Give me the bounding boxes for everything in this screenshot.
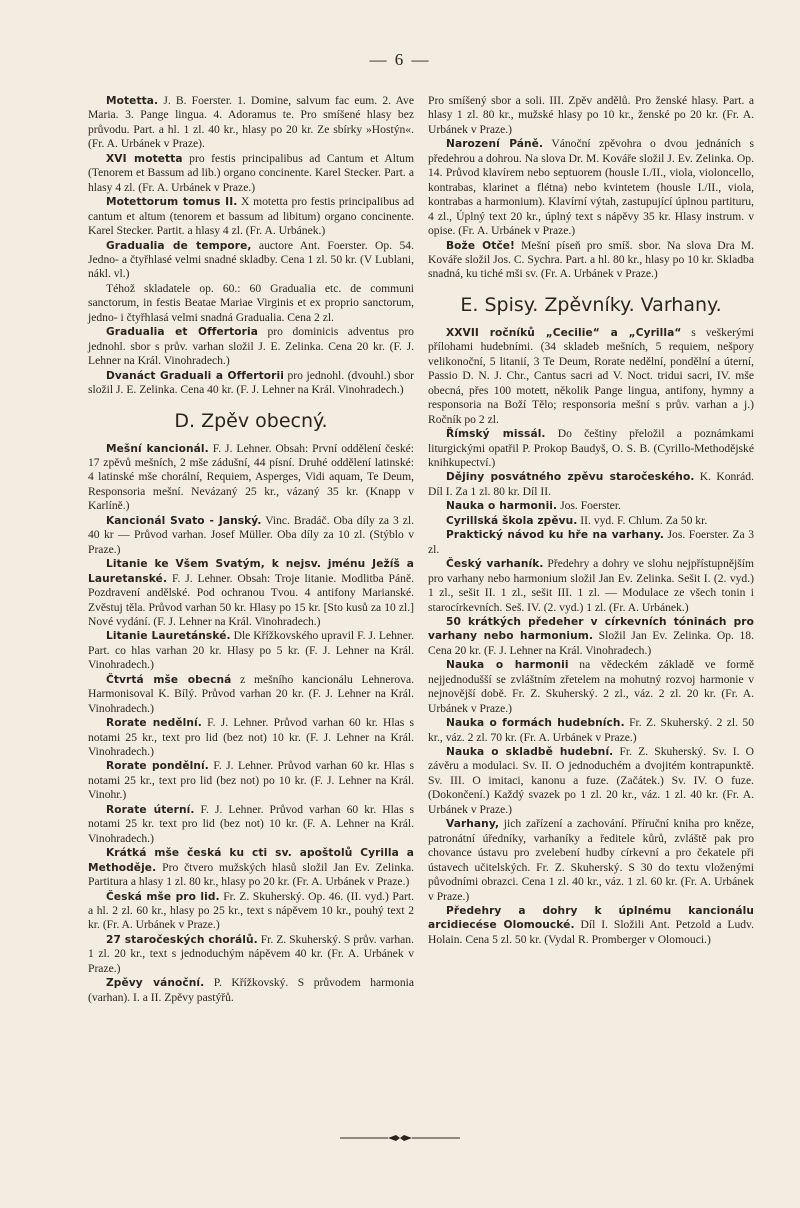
entry-title: Česká mše pro lid. <box>106 890 220 903</box>
catalog-entry <box>428 137 754 238</box>
catalog-entry <box>88 94 414 152</box>
entry-text: pro jednohl. (dvouhl.) sbor složil J. E. Zelinka. Cena 40 kr. (F. J. Lehner na Král. Vinohradech.) <box>88 368 415 397</box>
entry-text: K. Konrád. Díl I. Za 1 zl. 80 kr. Díl II. <box>428 470 754 498</box>
entry-title: Rorate úterní. <box>106 803 195 816</box>
entry-text: Pro smíšený sbor a soli. III. Zpěv andělů. Pro ženské hlasy. Part. a hlasy 1 zl. 80 kr., mužské hlasy po 10 kr., ženské po 20 kr. (Fr. A. Urbánek v Praze.) <box>428 94 754 136</box>
entry-text: Fr. Z. Skuherský. Op. 46. (II. vyd.) Part. a hl. 2 zl. 60 kr., hlasy po 25 kr., text s nápěvem 10 kr., pouhý text 2 kr. (Fr. A. Urbánek v Praze.) <box>88 889 414 932</box>
entry-text: Fr. Z. Skuherský. S prův. varhan. 1 zl. 20 kr., text s jednoduchým nápěvem 40 kr. (Fr. A. Urbánek v Praze.) <box>88 932 414 975</box>
catalog-entry <box>428 427 754 470</box>
entry-text: X motetta pro festis principalibus ad cantum et altum (tenorem et bassum ad libitum) organo concinente. Karel Stecker. Partit. a hlasy 4 zl. (Fr. A. Urbánek.) <box>88 195 414 238</box>
entry-title: XVI motetta <box>106 152 183 165</box>
catalog-entry <box>88 846 414 889</box>
entry-text: Do češtiny přeložil a poznámkami liturgickými opatřil P. Prokop Baudyš, O. S. B. (Cyrillo-Methodějské knihkupectví.) <box>428 427 754 469</box>
page-number: — 6 — <box>369 50 431 69</box>
catalog-entry <box>88 239 414 282</box>
entry-title: Gradualia et Offertoria <box>106 326 258 339</box>
entry-text: F. J. Lehner. Obsah: První oddělení české: 17 zpěvů mešních, 2 mše zádušní, 44 písní. Druhé oddělení latinské: 4 latinské mše chorální, Requiem, Asperges, Vidi aquam, Te Deum, Responsoria mešní. Nevázaný 25 kr., vázaný 35 kr. (Knapp v Karlíně.) <box>88 441 415 513</box>
entry-text: Předehry a dohry ve slohu nejpřístupnějším pro varhany nebo harmonium složil Jan Ev. Zelinka. Sešit I. (2. vyd.) 1 zl., sešit II. 1 zl., sešit III. 1 zl. — Modulace ze všech tonin i starocírkevních. Seš. IV. (2. vyd.) 1 zl. (Fr. A. Urbánek.) <box>428 557 754 614</box>
catalog-entry <box>88 976 414 1005</box>
catalog-entry <box>428 658 754 716</box>
catalog-entry <box>88 803 414 846</box>
end-ornament-icon <box>340 1133 460 1143</box>
entry-text: F. J. Lehner. Průvod varhan 60 kr. Hlas s notami 25 kr., text pro lid (bez not) po 10 kr. (F. J. Lehner na Král. Vinohr.) <box>88 759 414 802</box>
catalog-entry <box>88 442 414 514</box>
entry-title: Narození Páně. <box>446 138 544 151</box>
catalog-entry <box>88 629 414 672</box>
catalog-entry <box>428 528 754 557</box>
entry-text: P. Křížkovský. S průvodem harmonia (varhan). I. a II. Zpěvy pastýřů. <box>88 976 415 1004</box>
section-heading: E. Spisy. Zpěvníky. Varhany. <box>460 293 722 316</box>
catalog-entry <box>428 514 754 528</box>
entry-title: Dvanáct Graduali a Offertorii <box>106 369 284 382</box>
entry-title: Dějiny posvátného zpěvu staročeského. <box>446 471 695 484</box>
entry-title: Předehry a dohry k úplnému kancionálu arcidiecése Olomoucké. <box>428 905 754 932</box>
entry-title: Krátká mše česká ku cti sv. apoštolů Cyrilla a Methoděje. <box>88 847 414 874</box>
entry-text: jich zařízení a zachování. Příruční kniha pro kněze, patronátní úředníky, varhaníky a ředitele kůrů, zvláště pak pro chovance ústavu pro zvelebení hudby církevní a pro čekatele při ústavech učitelských. Fr. Z. Skuherský. S 30 do textu vloženými původními obrazci. Cena 1 zl. 40 kr., váz. 1 zl. 60 kr. (Fr. A. Urbánek v Praze.) <box>428 817 754 903</box>
entry-title: Kancionál Svato - Janský. <box>106 514 262 527</box>
entry-text: pro dominicis adventus pro jednohl. sbor s prův. varhan složil J. E. Zelinka. Cena 20 kr. (F. J. Lehner na Král. Vinohradech.) <box>88 325 414 368</box>
entry-text: z mešního kancionálu Lehnerova. Harmonisoval K. Bílý. Průvod varhan 20 kr. (F. J. Lehner na Král. Vinohradech.) <box>88 672 414 715</box>
entry-title: Čtvrtá mše obecná <box>106 673 232 686</box>
entry-text: Vinc. Bradáč. Oba díly za 3 zl. 40 kr — Průvod varhan. Josef Müller. Oba díly za 10 zl. (Stýblo v Praze.) <box>88 513 415 556</box>
entry-title: Motetta. <box>106 95 159 107</box>
entry-text: Díl I. Složili Ant. Petzold a Ludv. Holain. Cena 5 zl. 50 kr. (Vydal R. Promberger v Olomouci.) <box>428 918 755 946</box>
catalog-entry <box>428 904 754 947</box>
entry-title: Nauka o skladbě hudební. <box>446 746 614 759</box>
entry-title: Nauka o formách hudebních. <box>446 717 625 730</box>
entry-title: Bože Otče! <box>446 239 515 252</box>
entry-text: Jos. Foerster. <box>557 499 621 513</box>
entry-title: Litanie ke Všem Svatým, k nejsv. jménu Ježíš a Lauretanské. <box>88 558 414 585</box>
entry-text: Téhož skladatele op. 60.: 60 Gradualia etc. de communi sanctorum, in festis Beatae Mariae Virginis et ex proprio sanctorum, jedno- i čtyřhlasá velmi snadná Gradualia. Cena 2 zl. <box>88 281 414 324</box>
entry-title: Český varhaník. <box>446 558 544 571</box>
entry-title: Římský missál. <box>446 428 546 441</box>
catalog-entry <box>88 759 414 802</box>
entry-text: s veškerými přílohami hudebními. (34 skladeb mešních, 5 requiem, nešpory velikonoční, 5 litanií, 3 Te Deum, Rorate nedělní, pondělní a úterní, Passio D. N. J. Chr., Cantus sacri ad V. Noct. tridui sacri, IV. mše obecná, přes 100 motett, několik Pange lingua, antifony, hymny a responsoria na Boží Tělo; responsoria mešní s prův. varhan a j.) Ročník po 2 zl. <box>428 325 754 426</box>
left-column <box>88 94 414 1005</box>
entry-title: Rorate nedělní. <box>106 717 202 730</box>
catalog-entry <box>88 195 414 238</box>
catalog-entry <box>428 745 754 817</box>
entry-title: XXVII ročníků „Cecilie“ a „Cyrilla“ <box>446 326 682 339</box>
entry-title: Varhany, <box>446 818 500 831</box>
catalog-entry <box>428 615 754 658</box>
section-heading: D. Zpěv obecný. <box>174 409 328 432</box>
entry-title: Praktický návod ku hře na varhany. <box>446 529 665 542</box>
entry-text: Složil Jan Ev. Zelinka. Op. 18. Cena 20 kr. (F. J. Lehner na Král. Vinohradech.) <box>428 629 754 657</box>
catalog-entry <box>88 325 414 368</box>
entry-title: 27 staročeských chorálů. <box>106 933 258 946</box>
entry-title: Cyrillská škola zpěvu. <box>446 514 578 527</box>
entry-title: Gradualia de tempore, <box>106 239 252 252</box>
catalog-entry <box>428 239 754 282</box>
catalog-entry <box>88 282 414 325</box>
catalog-entry <box>428 470 754 499</box>
right-column <box>428 94 754 947</box>
catalog-entry <box>88 369 414 398</box>
entry-text: na vědeckém základě ve formě nejjednodušší se zvláštním zřetelem na mohutný rozvoj harmonie v nejnovější době. Fr. Z. Skuherský. 2 zl., váz. 2 zl. 20 kr. (Fr. A. Urbánek v Praze.) <box>428 658 755 715</box>
entry-text: Pro čtvero mužských hlasů složil Jan Ev. Zelinka. Partitura a hlasy 1 zl. 80 kr., hlasy po 20 kr. (Fr. A. Urbánek v Praze.) <box>88 860 414 889</box>
catalog-entry <box>88 890 414 933</box>
catalog-entry <box>428 94 754 137</box>
entry-text: Fr. Z. Skuherský. Sv. I. O závěru a modulaci. Sv. II. O jednoduchém a dvojitém kontrapunktě. Sv. III. O imitaci, kanonu a fuze. (Začátek.) Sv. IV. O fuze. (Dokončení.) Každý svazek po 1 zl. 20 kr., váz. 1 zl. 40 kr. (Fr. A. Urbánek v Praze.) <box>428 745 755 816</box>
entry-text: F. J. Lehner. Průvod varhan 60 kr. Hlas s notami 25 kr. text pro lid (bez not) 10 kr. (F. A. Lehner na Král. Vinohradech.) <box>88 802 414 845</box>
entry-title: Motettorum tomus II. <box>106 196 238 209</box>
catalog-entry <box>428 326 754 427</box>
entry-title: Nauka o harmonii. <box>446 500 558 513</box>
catalog-entry <box>88 514 414 557</box>
catalog-entry <box>88 557 414 629</box>
entry-title: Mešní kancionál. <box>106 442 209 455</box>
catalog-entry <box>88 152 414 195</box>
catalog-entry <box>428 557 754 615</box>
entry-text: II. vyd. F. Chlum. Za 50 kr. <box>577 513 708 527</box>
entry-title: 50 krátkých předeher v církevních tóninách pro varhany nebo harmonium. <box>428 615 754 643</box>
entry-text: Jos. Foerster. Za 3 zl. <box>428 528 754 556</box>
catalog-entry <box>88 933 414 976</box>
entry-text: Dle Křížkovského upravil F. J. Lehner. Part. co hlas varhan 20 kr. Hlasy po 5 kr. (F. J. Lehner na Král. Vinohradech.) <box>88 629 414 672</box>
entry-text: F. J. Lehner. Obsah: Troje litanie. Modlitba Páně. Pozdravení andělské. Pod ochranou Tvou. 4 antifony Marianské. Zvěstuj těla. Průvod varhan 50 kr. Hlasy po 15 kr. [Sto kusů za 10 zl.] Nové vydání. (F. J. Lehner na Král. Vinohradech.) <box>88 571 414 628</box>
entry-text: pro festis principalibus ad Cantum et Altum (Tenorem et Bassum ad lib.) organo concinente. Karel Stecker. Part. a hlasy 4 zl. (Fr. A. Urbánek v Praze.) <box>88 151 414 194</box>
catalog-entry <box>88 716 414 759</box>
entry-text: Vánoční zpěvohra o dvou jednáních s předehrou a dohrou. Na slova Dr. M. Kováře složil J. Ev. Zelinka. Op. 14. Průvod klavírem nebo septuorem (housle I./II., viola, violoncello, kontrabas, klarinet a flétna) nebo kvintetem (housle I./II., viola, kontrabas a harmonium). Klavírní výtah, zastupující úplnou partituru, 4 zl., Úplný text 20 kr., úplný text s nápěvy 35 kr. Hlasy instrum. v opise. (Fr. A. Urbánek v Praze.) <box>428 137 754 238</box>
entry-text: Mešní píseň pro smíš. sbor. Na slova Dra M. Kováře složil Jos. C. Sychra. Part. a hl. 80 kr., hlasy po 10 kr. Skladba snadná, ku tiché mši sv. (Fr. A. Urbánek v Praze.) <box>428 238 754 281</box>
catalog-entry <box>428 499 754 513</box>
entry-text: J. B. Foerster. 1. Domine, salvum fac eum. 2. Ave Maria. 3. Pange lingua. 4. Adoramus te. Pro smíšené hlasy bez průvodu. Part. a hl. 1 zl. 40 kr., hlasy po 20 kr. Ze sbírky »Hostýn«. (Fr. A. Urbánek v Praze). <box>88 94 414 151</box>
entry-text: Fr. Z. Skuherský. 2 zl. 50 kr., váz. 2 zl. 70 kr. (Fr. A. Urbánek v Praze.) <box>428 716 754 744</box>
catalog-entry <box>88 673 414 716</box>
entry-title: Rorate pondělní. <box>106 760 209 773</box>
catalog-entry <box>428 716 754 745</box>
entry-text: F. J. Lehner. Průvod varhan 60 kr. Hlas s notami 25 kr., text pro lid (bez not) 10 kr. (F. J. Lehner na Král. Vinohradech.) <box>88 716 414 759</box>
entry-title: Litanie Lauretánské. <box>106 630 231 643</box>
entry-title: Nauka o harmonii <box>446 659 569 672</box>
entry-text: auctore Ant. Foerster. Op. 54. Jedno- a čtyřhlasé velmi snadné skladby. Cena 1 zl. 50 kr. (V Lublani, nákl. vl.) <box>88 238 414 281</box>
catalog-entry <box>428 817 754 904</box>
entry-title: Zpěvy vánoční. <box>106 977 205 990</box>
